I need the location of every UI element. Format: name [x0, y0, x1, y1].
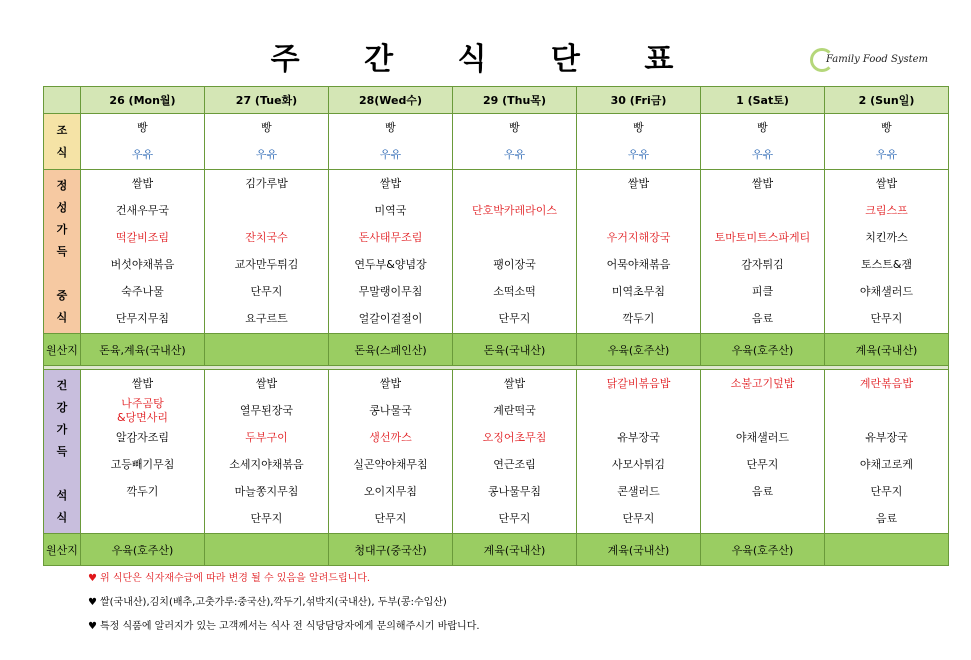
menu-item: 감자튀김 [741, 258, 784, 271]
lunch-origin-row [44, 334, 949, 366]
menu-item: 쌀밥 [379, 177, 402, 190]
dinner-origin-cell: 계육(국내산) [577, 534, 701, 566]
breakfast-label: 조 식 [44, 114, 81, 170]
menu-item: 무말랭이무침 [358, 285, 423, 298]
menu-item: 단무지무침 [115, 312, 170, 325]
lunch-menu-cell [329, 170, 453, 334]
menu-item: 잔치국수 [245, 231, 288, 244]
menu-item: 단무지 [746, 458, 779, 471]
menu-item: 단무지 [250, 512, 283, 525]
menu-item: 단무지 [870, 485, 903, 498]
note-text: 쌀(국내산),김치(배추,고춧가루:중국산),깍두기,섞박지(국내산), 두부(콩:수입산) [100, 597, 447, 608]
day-header: 27 (Tue화) [205, 87, 329, 114]
menu-item: 닭갈비볶음밥 [606, 377, 671, 390]
lunch-menu-cell [205, 170, 329, 334]
day-header: 1 (Sat토) [701, 87, 825, 114]
menu-item: 빵 [261, 121, 272, 134]
lunch-origin-cell [205, 334, 329, 366]
note-text: 특정 식품에 알러지가 있는 고객께서는 식사 전 식당담당자에게 문의해주시기 바랍니다. [100, 621, 480, 632]
day-header: 26 (Mon월) [81, 87, 205, 114]
dinner-origin-cell [205, 534, 329, 566]
dinner-origin-cell: 청대구(중국산) [329, 534, 453, 566]
menu-item: 우거지해장국 [606, 231, 671, 244]
menu-item: 빵 [757, 121, 768, 134]
lunch-menu-cell [453, 170, 577, 334]
menu-item: 깍두기 [622, 312, 655, 325]
menu-item: 빵 [137, 121, 148, 134]
menu-item: 토마토미트스파게티 [714, 231, 811, 244]
menu-item: 음료 [751, 485, 774, 498]
dinner-origin-row [44, 534, 949, 566]
menu-item: 요구르트 [245, 312, 288, 325]
menu-item: 건새우무국 [115, 204, 170, 217]
menu-item: 피클 [751, 285, 774, 298]
menu-item: 음료 [751, 312, 774, 325]
dinner-origin-label: 원산지 [44, 534, 81, 566]
menu-item: 나주곰탕 &당면사리 [116, 397, 169, 424]
menu-item: 콩나물국 [369, 404, 412, 417]
menu-item: 고등빼기무침 [110, 458, 175, 471]
dinner-origin-cell: 계육(국내산) [453, 534, 577, 566]
menu-item [205, 197, 328, 224]
dinner-menu-cell [825, 370, 949, 534]
menu-item: 숙주나물 [121, 285, 164, 298]
day-header-row [44, 87, 949, 114]
menu-item [453, 170, 576, 197]
logo-text: Family Food System [826, 54, 928, 65]
menu-item: 연근조림 [493, 458, 536, 471]
menu-item: 얼갈이겉절이 [358, 312, 423, 325]
note-line [88, 596, 480, 620]
breakfast-menu-cell [701, 114, 825, 170]
menu-item: 빵 [633, 121, 644, 134]
lunch-menu-cell [825, 170, 949, 334]
menu-item: 단무지 [250, 285, 283, 298]
menu-item: 쌀밥 [131, 177, 154, 190]
menu-item: 버섯야채볶음 [110, 258, 175, 271]
dinner-menu-cell [81, 370, 205, 534]
dinner-menu-cell [453, 370, 577, 534]
header-corner [44, 87, 81, 114]
menu-item: 우유 [751, 148, 774, 161]
breakfast-row [44, 114, 949, 170]
menu-item: 교자만두튀김 [234, 258, 299, 271]
heart-icon: ♥ [88, 621, 97, 632]
dinner-menu-cell [577, 370, 701, 534]
lunch-origin-cell: 우육(호주산) [701, 334, 825, 366]
menu-item: 쌀밥 [255, 377, 278, 390]
menu-item: 깍두기 [126, 485, 159, 498]
breakfast-menu-cell [205, 114, 329, 170]
lunch-menu-cell [701, 170, 825, 334]
menu-item: 빵 [509, 121, 520, 134]
menu-item: 크림스프 [865, 204, 908, 217]
heart-icon: ♥ [88, 573, 97, 584]
menu-item: 실곤약야채무침 [353, 458, 428, 471]
menu-item: 토스트&잼 [860, 258, 913, 271]
menu-item: 유부장국 [617, 431, 660, 444]
menu-item: 생선까스 [369, 431, 412, 444]
note-line [88, 572, 480, 596]
day-header: 30 (Fri금) [577, 87, 701, 114]
menu-item: 쌀밥 [751, 177, 774, 190]
menu-item: 미역초무침 [611, 285, 666, 298]
dinner-label: 건 강 가 득 석 식 [44, 370, 81, 534]
note-text: 위 식단은 식자재수급에 따라 변경 될 수 있음을 알려드립니다. [100, 573, 371, 584]
menu-item: 계란떡국 [493, 404, 536, 417]
menu-item: 콩나물무침 [487, 485, 542, 498]
menu-item: 야채샐러드 [859, 285, 914, 298]
lunch-origin-cell: 우육(호주산) [577, 334, 701, 366]
lunch-origin-label: 원산지 [44, 334, 81, 366]
dinner-origin-cell: 우육(호주산) [81, 534, 205, 566]
menu-item [453, 224, 576, 251]
lunch-menu-cell [81, 170, 205, 334]
menu-item: 우유 [503, 148, 526, 161]
menu-item: 우유 [875, 148, 898, 161]
menu-item: 소불고기덮밥 [730, 377, 795, 390]
menu-item: 쌀밥 [131, 377, 154, 390]
menu-item: 팽이장국 [493, 258, 536, 271]
breakfast-menu-cell [825, 114, 949, 170]
lunch-origin-cell: 돈육(스페인산) [329, 334, 453, 366]
menu-item: 치킨까스 [865, 231, 908, 244]
menu-item: 단무지 [498, 512, 531, 525]
day-header: 2 (Sun일) [825, 87, 949, 114]
dinner-row [44, 370, 949, 534]
menu-item: 단무지 [498, 312, 531, 325]
menu-item: 열무된장국 [239, 404, 294, 417]
notes-section [88, 572, 480, 644]
menu-item: 음료 [875, 512, 898, 525]
lunch-menu-cell [577, 170, 701, 334]
menu-item: 연두부&양념장 [354, 258, 427, 271]
menu-item: 유부장국 [865, 431, 908, 444]
menu-item: 단무지 [870, 312, 903, 325]
menu-item: 쌀밥 [503, 377, 526, 390]
menu-item: 단무지 [374, 512, 407, 525]
dinner-menu-cell [205, 370, 329, 534]
lunch-origin-cell: 계육(국내산) [825, 334, 949, 366]
note-line [88, 620, 480, 644]
heart-icon: ♥ [88, 597, 97, 608]
dinner-origin-cell [825, 534, 949, 566]
menu-item: 빵 [881, 121, 892, 134]
menu-item: 쌀밥 [379, 377, 402, 390]
menu-item: 쌀밥 [875, 177, 898, 190]
menu-item [701, 397, 824, 424]
dinner-menu-cell [329, 370, 453, 534]
breakfast-menu-cell [577, 114, 701, 170]
breakfast-menu-cell [329, 114, 453, 170]
menu-item: 콘샐러드 [617, 485, 660, 498]
menu-item: 우유 [255, 148, 278, 161]
breakfast-menu-cell [81, 114, 205, 170]
dinner-origin-cell: 우육(호주산) [701, 534, 825, 566]
day-header: 29 (Thu목) [453, 87, 577, 114]
menu-item: 계란볶음밥 [859, 377, 914, 390]
menu-item: 돈사태무조림 [358, 231, 423, 244]
lunch-label: 정 성 가 득 중 식 [44, 170, 81, 334]
dinner-menu-cell [701, 370, 825, 534]
menu-item: 두부구이 [245, 431, 288, 444]
menu-item: 우유 [627, 148, 650, 161]
menu-item: 어묵야채볶음 [606, 258, 671, 271]
menu-item: 빵 [385, 121, 396, 134]
menu-item: 우유 [131, 148, 154, 161]
menu-item [825, 397, 948, 424]
lunch-origin-cell: 돈육(국내산) [453, 334, 577, 366]
lunch-row [44, 170, 949, 334]
menu-item: 사모사튀김 [611, 458, 666, 471]
menu-item: 알감자조림 [115, 431, 170, 444]
menu-item: 오징어초무침 [482, 431, 547, 444]
menu-item [577, 197, 700, 224]
menu-item [701, 197, 824, 224]
menu-item: 소떡소떡 [493, 285, 536, 298]
menu-item: 떡갈비조림 [115, 231, 170, 244]
menu-item: 쌀밥 [627, 177, 650, 190]
menu-item: 단호박카레라이스 [471, 204, 557, 217]
breakfast-menu-cell [453, 114, 577, 170]
menu-item: 야채샐러드 [735, 431, 790, 444]
weekly-menu-table [43, 86, 949, 566]
menu-item: 마늘쫑지무침 [234, 485, 299, 498]
family-food-system-logo [810, 46, 950, 76]
menu-item: 김가루밥 [245, 177, 288, 190]
menu-item: 미역국 [374, 204, 407, 217]
page-title: 주 간 식 단 표 [270, 42, 701, 77]
menu-item: 우유 [379, 148, 402, 161]
menu-item [577, 397, 700, 424]
day-header: 28(Wed수) [329, 87, 453, 114]
menu-item: 야채고로케 [859, 458, 914, 471]
menu-item: 오이지무침 [363, 485, 418, 498]
menu-item: 소세지야채볶음 [229, 458, 304, 471]
lunch-origin-cell: 돈육,계육(국내산) [81, 334, 205, 366]
menu-item: 단무지 [622, 512, 655, 525]
